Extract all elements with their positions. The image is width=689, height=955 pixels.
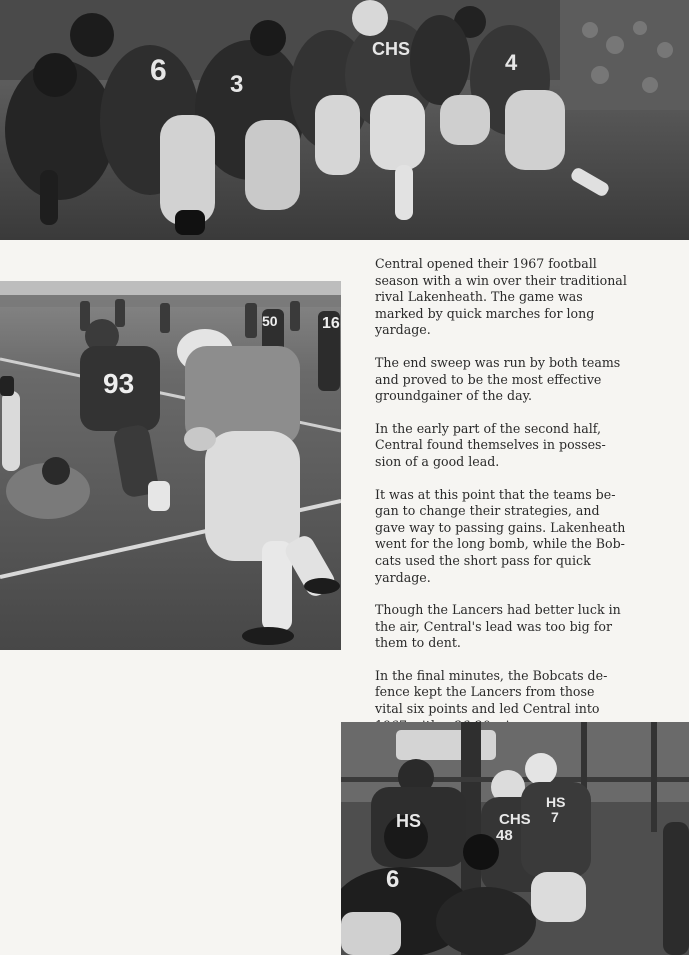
article-line: It was at this point that the teams be- — [375, 486, 616, 502]
article-line: marked by quick marches for long — [375, 305, 595, 321]
article-line: gave way to passing gains. Lakenheath — [375, 519, 626, 535]
article-line: vital six points and led Central into — [375, 701, 600, 717]
article-line: In the early part of the second half, — [375, 420, 601, 436]
article-line: In the final minutes, the Bobcats de- — [375, 667, 608, 683]
article-line: rival Lakenheath. The game was — [375, 289, 583, 305]
article-paragraph — [375, 256, 660, 339]
jersey-number: 4 — [505, 50, 518, 75]
article-line: yardage. — [375, 569, 431, 585]
jersey-number: 93 — [103, 368, 135, 399]
game-summary-article — [375, 256, 660, 750]
article-line: groundgainer of the day. — [375, 388, 533, 404]
jersey-letters: CHS — [499, 811, 531, 828]
jersey-letters: CHS — [372, 39, 411, 59]
jersey-number: 3 — [230, 71, 244, 98]
article-paragraph — [375, 602, 660, 652]
jersey-number: 6 — [386, 866, 400, 893]
article-line: the air, Central's lead was too big for — [375, 618, 613, 634]
jersey-number: 50 — [262, 313, 278, 329]
article-line: Central opened their 1967 football — [375, 256, 597, 271]
article-line: yardage. — [375, 322, 431, 338]
article-line: sion of a good lead. — [375, 453, 500, 469]
article-paragraph — [375, 487, 660, 587]
article-paragraph — [375, 421, 660, 471]
article-line: and proved to be the most effective — [375, 371, 602, 387]
jersey-number: 16 — [322, 315, 340, 332]
article-line: Central found themselves in posses- — [375, 437, 606, 453]
jersey-number: 7 — [551, 809, 559, 825]
article-line: The end sweep was run by both teams — [375, 354, 621, 370]
article-line: them to dent. — [375, 635, 461, 651]
jersey-letters: HS — [546, 794, 566, 810]
article-paragraph — [375, 355, 660, 405]
article-line: cats used the short pass for quick — [375, 552, 591, 568]
article-line: Though the Lancers had better luck in — [375, 602, 621, 618]
jersey-number: 6 — [150, 54, 167, 87]
article-line: went for the long bomb, while the Bob- — [375, 536, 625, 552]
photo-football-scrimmage — [0, 0, 689, 240]
article-line: gan to change their strategies, and — [375, 503, 600, 519]
photo-ball-carrier — [0, 281, 341, 650]
article-line: fence kept the Lancers from those — [375, 684, 595, 700]
photo-goal-line-pileup — [341, 722, 689, 955]
article-line: season with a win over their traditional — [375, 272, 627, 288]
jersey-letters: HS — [396, 811, 422, 831]
jersey-number: 48 — [496, 827, 513, 844]
